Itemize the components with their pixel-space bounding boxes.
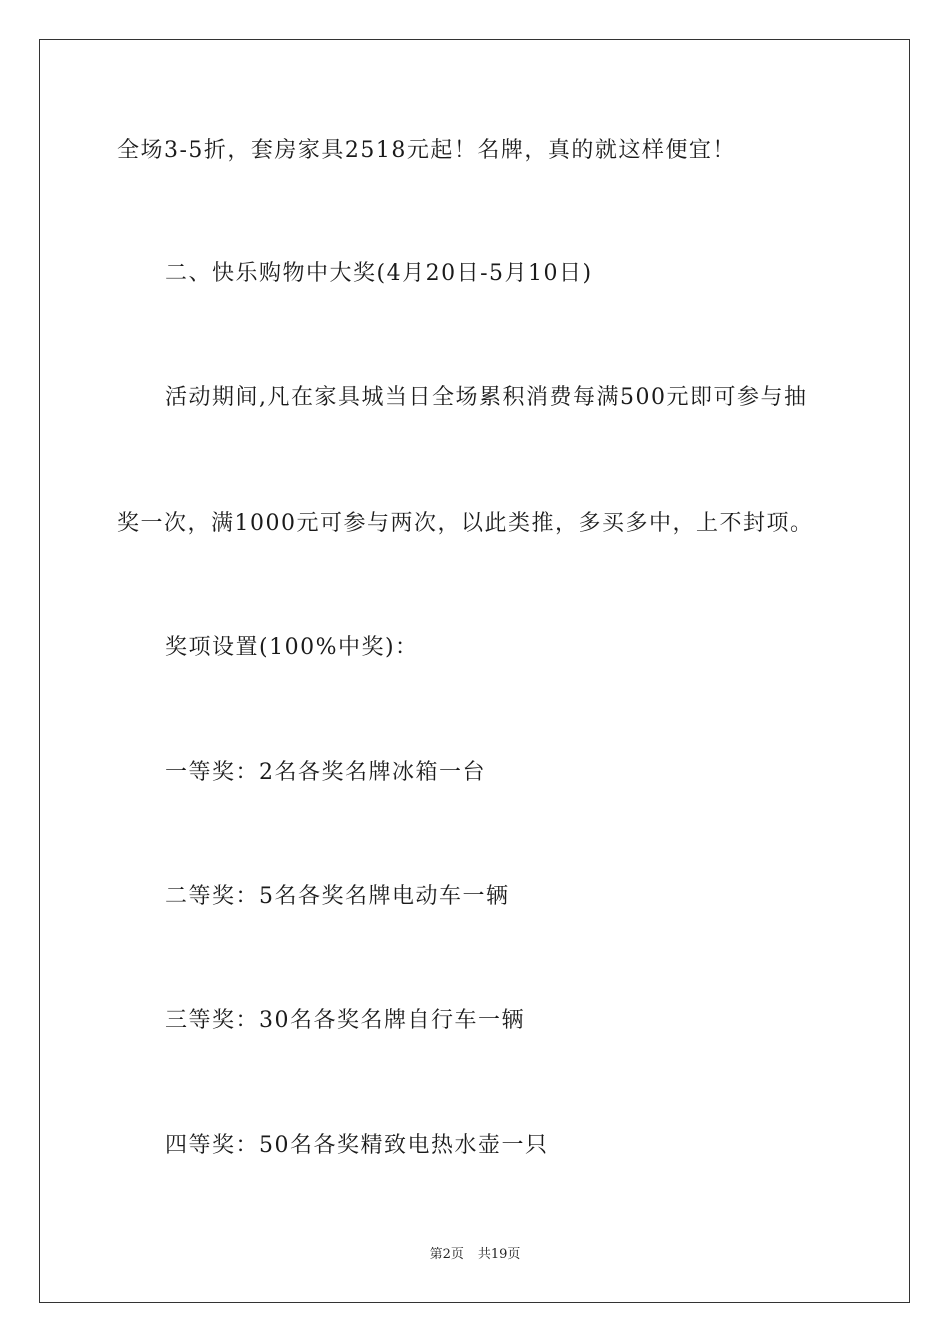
- prize-fourth: 四等奖：50名各奖精致电热水壶一只: [165, 1133, 549, 1158]
- paragraph-activity-rules: 活动期间,凡在家具城当日全场累积消费每满500元即可参与抽: [165, 385, 808, 410]
- page-footer: [0, 1246, 950, 1264]
- page-total: 共19页: [477, 1247, 521, 1262]
- prize-first: 一等奖：2名各奖名牌冰箱一台: [165, 760, 486, 785]
- prize-settings-heading: 奖项设置(100%中奖)：: [165, 635, 419, 660]
- paragraph-discount: 全场3-5折，套房家具2518元起！名牌，真的就这样便宜！: [117, 138, 736, 163]
- prize-second: 二等奖：5名各奖名牌电动车一辆: [165, 884, 510, 909]
- section-heading-lottery: 二、快乐购物中大奖(4月20日-5月10日): [165, 261, 593, 286]
- page-number: 第2页: [429, 1247, 464, 1262]
- page-frame: [39, 39, 910, 1303]
- paragraph-activity-rules-cont: 奖一次，满1000元可参与两次，以此类推，多买多中，上不封项。: [117, 511, 814, 536]
- prize-third: 三等奖：30名各奖名牌自行车一辆: [165, 1008, 525, 1033]
